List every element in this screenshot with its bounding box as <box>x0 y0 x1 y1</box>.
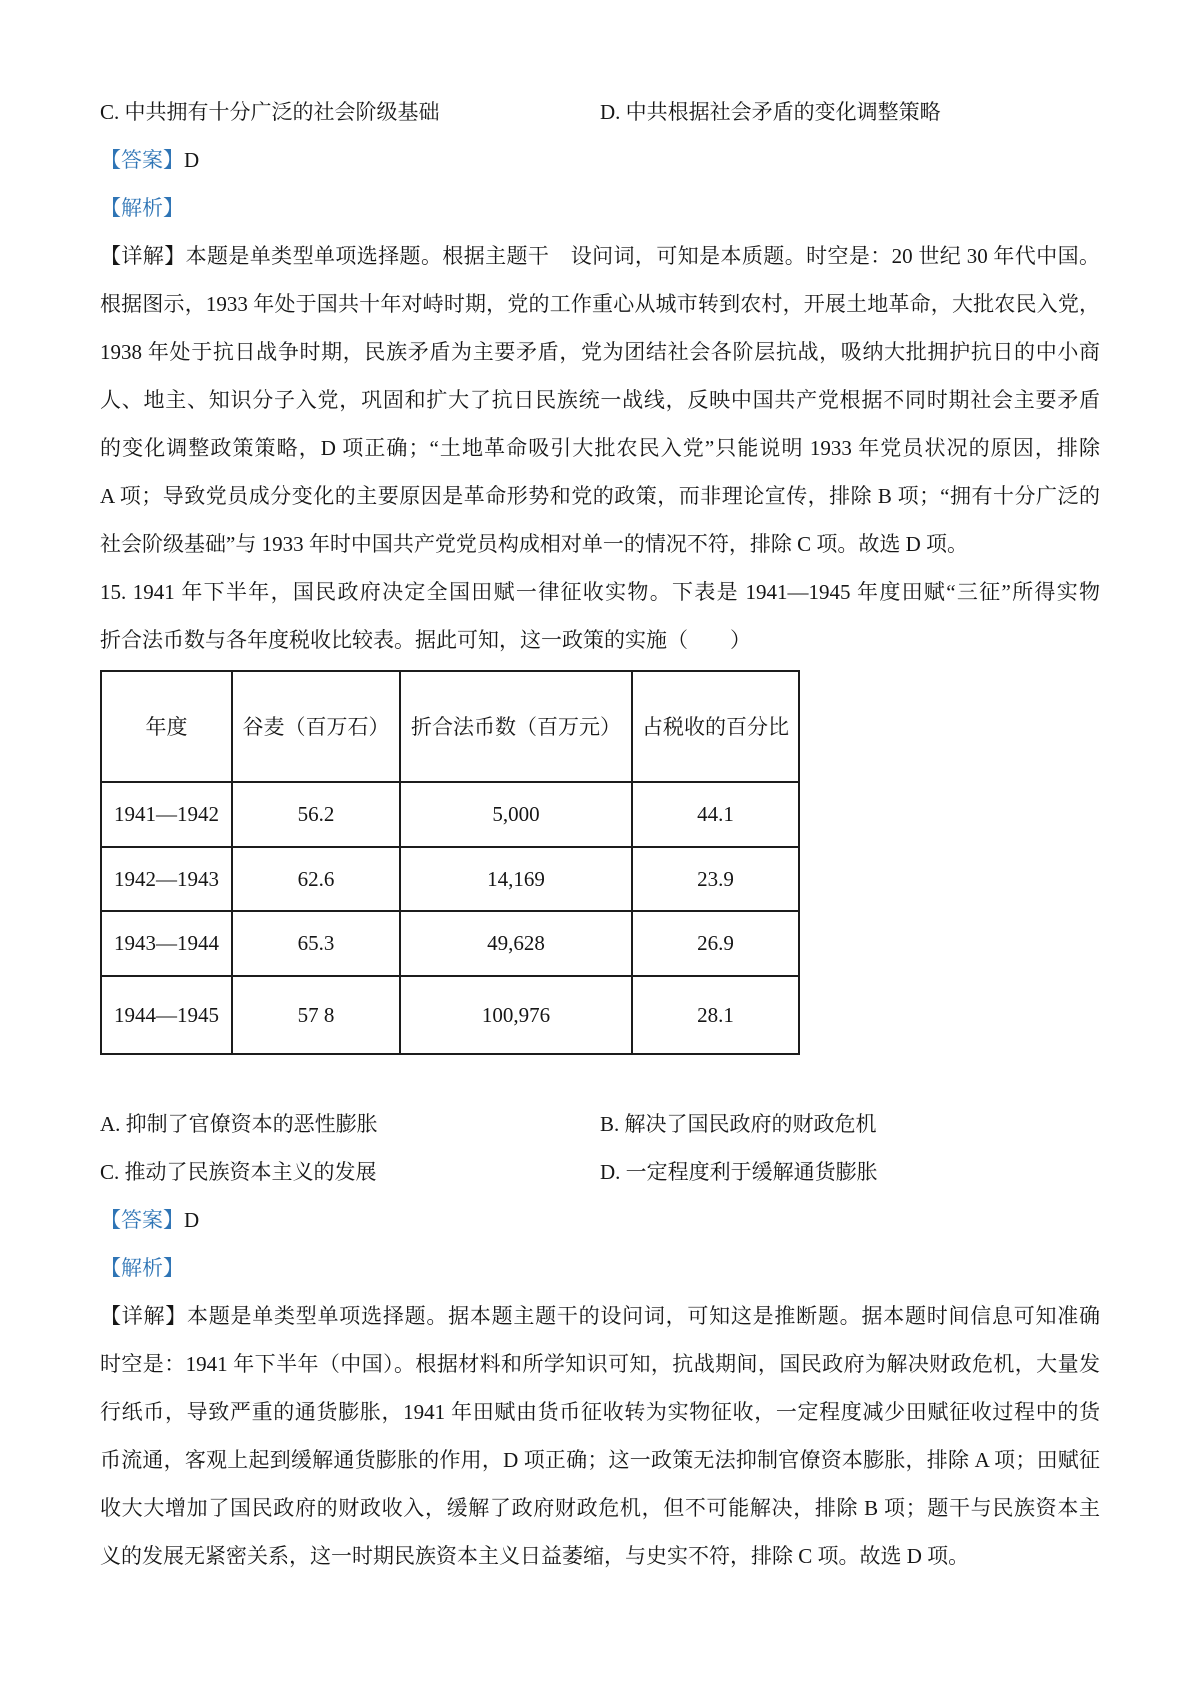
paragraph-line: 币流通，客观上起到缓解通货膨胀的作用，D 项正确；这一政策无法抑制官僚资本膨胀，排除 A 项；田赋征 <box>100 1448 1100 1472</box>
q15-stem-line: 15. 1941 年下半年，国民政府决定全国田赋一律征收实物。下表是 1941—1945 年度田赋“三征”所得实物 <box>100 580 1100 604</box>
q15-option-d: D. 一定程度利于缓解通货膨胀 <box>600 1160 878 1184</box>
table-row <box>101 847 799 911</box>
table-cell: 28.1 <box>632 976 799 1054</box>
table-cell: 62.6 <box>232 847 400 911</box>
table-cell: 1942—1943 <box>101 847 232 911</box>
q14-options-row <box>100 88 1100 136</box>
table-cell: 1943—1944 <box>101 911 232 976</box>
paragraph-line: 【详解】本题是单类型单项选择题。据本题主题干的设问词，可知这是推断题。据本题时间信息可知准确 <box>100 1304 1100 1328</box>
table-row <box>101 782 799 847</box>
q15-analysis-line <box>100 1244 1100 1292</box>
paragraph-line: 时空是：1941 年下半年（中国）。根据材料和所学知识可知，抗战期间，国民政府为解决财政危机，大量发 <box>100 1352 1100 1376</box>
q15-option-a: A. 抑制了官僚资本的恶性膨胀 <box>100 1112 378 1136</box>
table-cell: 65.3 <box>232 911 400 976</box>
table-cell: 23.9 <box>632 847 799 911</box>
paragraph-line: 收大大增加了国民政府的财政收入，缓解了政府财政危机，但不可能解决，排除 B 项；题干与民族资本主 <box>100 1496 1100 1520</box>
table-header-year: 年度 <box>101 671 232 782</box>
q15-answer-value: D <box>184 1208 200 1232</box>
paragraph-line: 义的发展无紧密关系，这一时期民族资本主义日益萎缩，与史实不符，排除 C 项。故选 D 项。 <box>100 1544 970 1568</box>
q14-option-d: D. 中共根据社会矛盾的变化调整策略 <box>600 100 941 124</box>
paragraph-line: 人、地主、知识分子入党，巩固和扩大了抗日民族统一战线，反映中国共产党根据不同时期社会主要矛盾 <box>100 388 1100 412</box>
analysis-label: 【解析】 <box>100 196 184 220</box>
table-header-fabi: 折合法币数（百万元） <box>400 671 632 782</box>
paragraph-line: A 项；导致党员成分变化的主要原因是革命形势和党的政策，而非理论宣传，排除 B 项；“拥有十分广泛的 <box>100 484 1100 508</box>
table-row <box>101 976 799 1054</box>
table-header-grain: 谷麦（百万石） <box>232 671 400 782</box>
answer-label: 【答案】 <box>100 1208 184 1232</box>
table-cell: 44.1 <box>632 782 799 847</box>
q15-stem-line: 折合法币数与各年度税收比较表。据此可知，这一政策的实施（ ） <box>100 628 751 652</box>
q15-options-row-cd <box>100 1148 1100 1196</box>
paragraph-line: 行纸币，导致严重的通货膨胀，1941 年田赋由货币征收转为实物征收，一定程度减少田赋征收过程中的货 <box>100 1400 1100 1424</box>
q15-stem <box>100 568 1100 664</box>
table-cell: 57 8 <box>232 976 400 1054</box>
table-cell: 26.9 <box>632 911 799 976</box>
answer-label: 【答案】 <box>100 148 184 172</box>
paragraph-line: 的变化调整政策策略，D 项正确；“土地革命吸引大批农民入党”只能说明 1933 年党员状况的原因，排除 <box>100 436 1100 460</box>
q15-options-row-ab <box>100 1100 1100 1148</box>
table-cell: 1944—1945 <box>101 976 232 1054</box>
table-cell: 56.2 <box>232 782 400 847</box>
q15-option-c: C. 推动了民族资本主义的发展 <box>100 1160 377 1184</box>
table-cell: 1941—1942 <box>101 782 232 847</box>
q15-data-table <box>100 670 800 1055</box>
paragraph-line: 根据图示，1933 年处于国共十年对峙时期，党的工作重心从城市转到农村，开展土地革命，大批农民入党， <box>100 292 1100 316</box>
table-cell: 49,628 <box>400 911 632 976</box>
paragraph-line: 社会阶级基础”与 1933 年时中国共产党党员构成相对单一的情况不符，排除 C 项。故选 D 项。 <box>100 532 968 556</box>
q14-analysis-line <box>100 184 1100 232</box>
q15-answer-line <box>100 1196 1100 1244</box>
analysis-label: 【解析】 <box>100 1256 184 1280</box>
table-cell: 5,000 <box>400 782 632 847</box>
table-cell: 14,169 <box>400 847 632 911</box>
q15-option-b: B. 解决了国民政府的财政危机 <box>600 1112 877 1136</box>
table-header-row <box>101 671 799 782</box>
table-cell: 100,976 <box>400 976 632 1054</box>
q14-answer-value: D <box>184 148 200 172</box>
paragraph-line: 【详解】本题是单类型单项选择题。根据主题干 设问词，可知是本质题。时空是：20 世纪 30 年代中国。 <box>100 244 1100 268</box>
table-header-tax-percent: 占税收的百分比 <box>632 671 799 782</box>
table-row <box>101 911 799 976</box>
q14-answer-line <box>100 136 1100 184</box>
q15-detail-paragraph <box>100 1292 1100 1580</box>
paragraph-line: 1938 年处于抗日战争时期，民族矛盾为主要矛盾，党为团结社会各阶层抗战，吸纳大批拥护抗日的中小商 <box>100 340 1100 364</box>
q14-detail-paragraph <box>100 232 1100 568</box>
q14-option-c: C. 中共拥有十分广泛的社会阶级基础 <box>100 100 440 124</box>
